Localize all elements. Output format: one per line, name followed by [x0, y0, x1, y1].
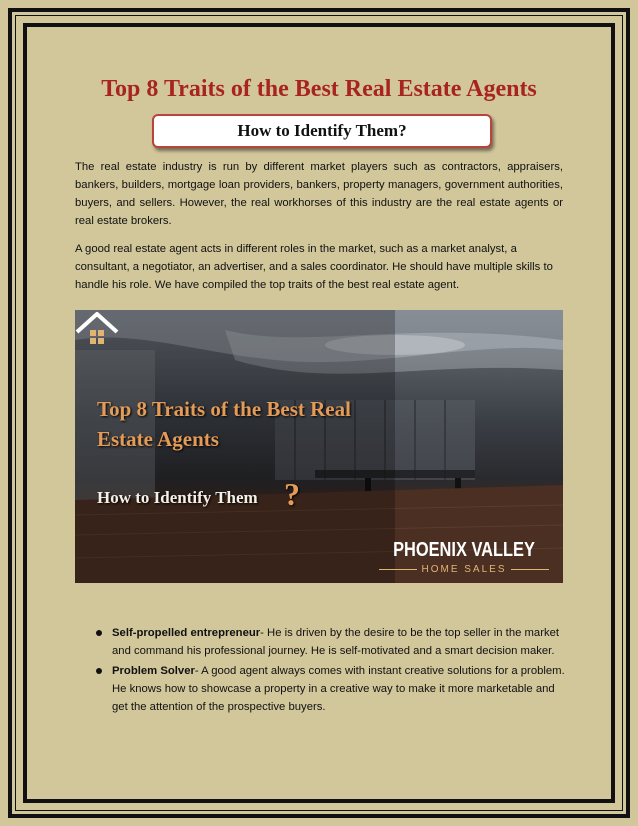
banner-title-line-2: Estate Agents [97, 427, 219, 451]
banner-title-line-1: Top 8 Traits of the Best Real [97, 397, 351, 421]
banner-title [97, 394, 397, 454]
banner-image [75, 310, 563, 583]
intro-paragraph-1: The real estate industry is run by different market players such as contractors, appraisers, bankers, builders, mortgage loan providers, bankers, property managers, government authorities, buyers, and sellers. However, the real workhorses of this industry are the real estate agents or real estate brokers. [75, 161, 563, 227]
trait-term: Self-propelled entrepreneur [112, 627, 261, 639]
trait-term: Problem Solver [112, 665, 195, 677]
house-logo-icon [75, 310, 119, 350]
list-item [94, 662, 570, 716]
intro-paragraph-2: A good real estate agent acts in different roles in the market, such as a market analyst, a consultant, a negotiator, an advertiser, and a sales coordinator. He should have multiple skills to handle his role. We have compiled the top traits of the best real estate agent. [75, 243, 553, 291]
subtitle-text: How to Identify Them? [237, 121, 407, 140]
logo-tagline [369, 564, 559, 576]
traits-list [94, 624, 570, 718]
trait-description: - A good agent always comes with instant creative solutions for a problem. He knows how to showcase a property in a creative way to make it more marketable and get the attention of the prospective buyers. [112, 665, 565, 713]
logo-company-name: PHOENIX VALLEY [393, 539, 535, 561]
bullet-icon [96, 668, 102, 674]
trait-description: - He is driven by the desire to be the top seller in the market and command his professional journey. He is self-motivated and a smart decision maker. [112, 627, 560, 657]
logo-tagline-text: HOME SALES [421, 564, 507, 575]
banner-question-mark: ? [284, 476, 300, 512]
subtitle-box [152, 114, 492, 148]
document-title: Top 8 Traits of the Best Real Estate Agents [101, 76, 537, 102]
list-item [94, 624, 570, 660]
bullet-icon [96, 630, 102, 636]
banner-subtitle: How to Identify Them [97, 488, 258, 507]
